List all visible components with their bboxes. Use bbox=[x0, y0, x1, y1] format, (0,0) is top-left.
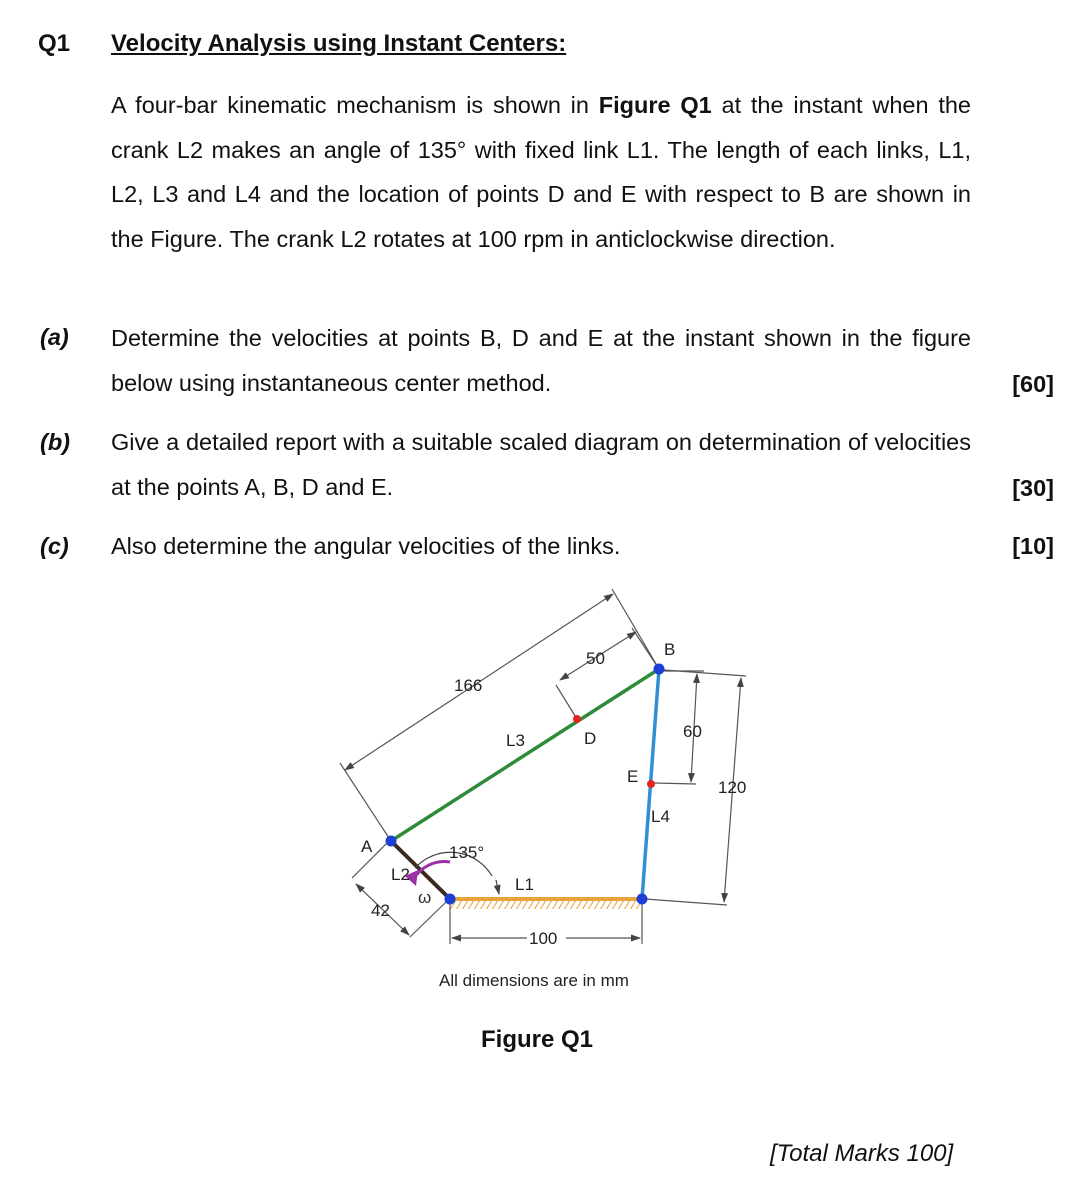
link-l3-label: L3 bbox=[506, 731, 525, 750]
figure-caption: Figure Q1 bbox=[481, 1026, 594, 1053]
joint-o2 bbox=[445, 894, 456, 905]
ground-hatch bbox=[450, 900, 642, 909]
point-d-marker bbox=[573, 715, 581, 723]
dimension-be-label: 60 bbox=[683, 722, 702, 741]
link-l4-label: L4 bbox=[651, 807, 670, 826]
part-c-marks: [10] bbox=[1012, 533, 1054, 559]
part-a-text: Determine the velocities at points B, D and E at the instant shown in the figure below using instantaneous center method. bbox=[111, 325, 971, 396]
intro-text-start: A four-bar kinematic mechanism is shown in bbox=[111, 92, 599, 118]
part-a-label: (a) bbox=[40, 324, 69, 350]
joint-o4 bbox=[637, 894, 648, 905]
question-title: Velocity Analysis using Instant Centers: bbox=[111, 30, 567, 57]
question-number: Q1 bbox=[38, 30, 71, 57]
part-b-marks: [30] bbox=[1012, 475, 1054, 501]
dimension-l1-label: 100 bbox=[529, 929, 558, 948]
joint-b bbox=[654, 664, 665, 675]
dimension-l3-label: 166 bbox=[454, 676, 483, 695]
total-marks: [Total Marks 100] bbox=[770, 1140, 954, 1167]
dimension-l4-label: 120 bbox=[718, 778, 747, 797]
dimension-l3 bbox=[340, 589, 659, 838]
link-l2-label: L2 bbox=[391, 865, 410, 884]
link-l3 bbox=[391, 669, 659, 841]
angle-label: 135° bbox=[449, 843, 485, 862]
part-b-text: Give a detailed report with a suitable scaled diagram on determination of velocities at the points A, B, D and E. bbox=[111, 429, 971, 500]
point-a-label: A bbox=[361, 837, 373, 856]
part-a-marks: [60] bbox=[1012, 371, 1054, 397]
angle-arrow bbox=[496, 880, 499, 894]
point-e-label: E bbox=[627, 767, 639, 786]
figure-reference: Figure Q1 bbox=[598, 92, 712, 118]
dimension-bd-label: 50 bbox=[586, 649, 605, 668]
point-d-label: D bbox=[584, 729, 597, 748]
link-l1-label: L1 bbox=[515, 875, 534, 894]
part-c-text: Also determine the angular velocities of the links. bbox=[111, 533, 621, 559]
dimension-l2 bbox=[352, 843, 446, 937]
point-b-label: B bbox=[664, 640, 676, 659]
joint-a bbox=[386, 836, 397, 847]
dimension-l2-label: 42 bbox=[371, 901, 390, 920]
point-e-marker bbox=[647, 780, 655, 788]
part-b-label: (b) bbox=[40, 429, 71, 455]
intro-text-end: at the instant when the crank L2 makes an angle of 135° with fixed link L1. The length of each links, L1, L2, L3 and L4 and the location of points D and E with respect to B are shown in the Figure. The crank L2 rotates at 100 rpm in anticlockwise direction. bbox=[111, 92, 972, 252]
part-c-label: (c) bbox=[40, 533, 69, 559]
dimensions-note: All dimensions are in mm bbox=[439, 971, 629, 990]
omega-label: ω bbox=[418, 888, 432, 907]
